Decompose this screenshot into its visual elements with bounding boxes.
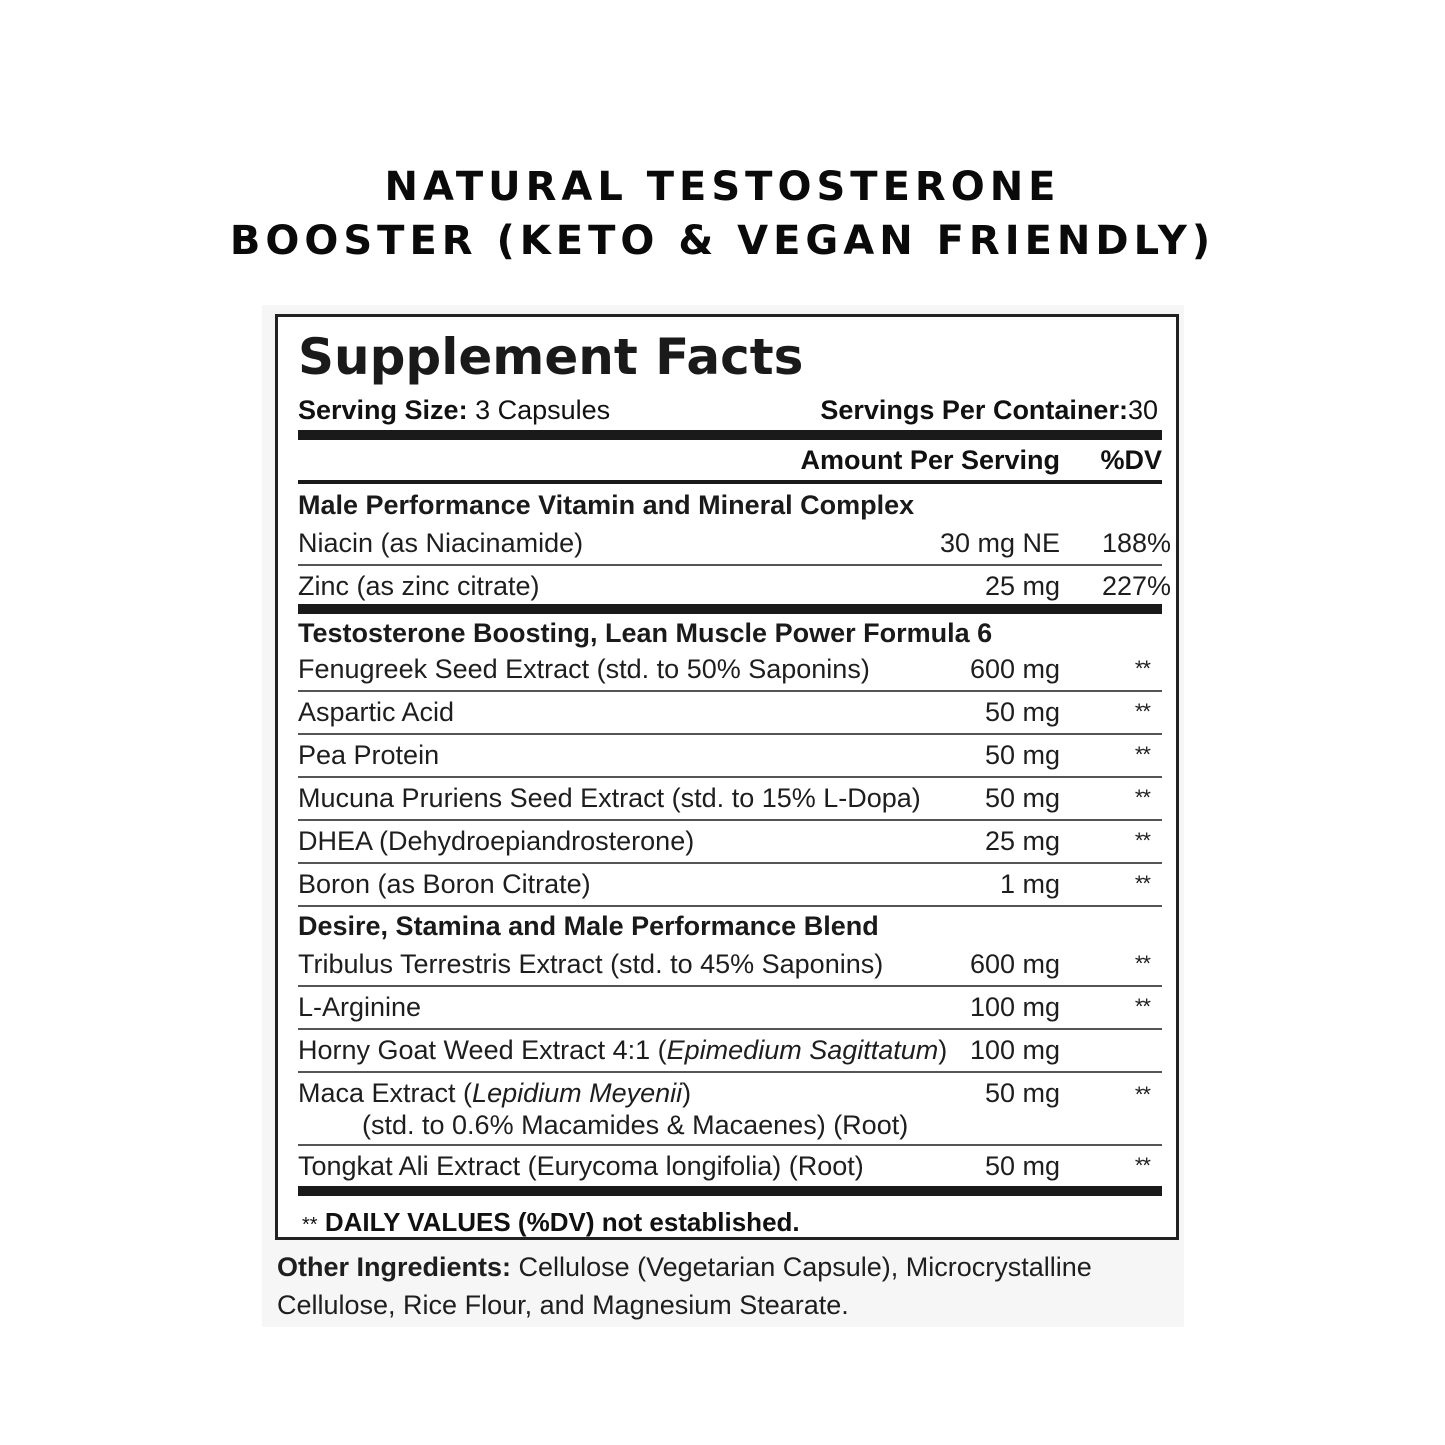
ingredient-amount: 50 mg bbox=[984, 783, 1060, 813]
ingredient-amount: 50 mg bbox=[984, 1151, 1060, 1181]
divider-thick bbox=[298, 1186, 1162, 1196]
group-title-testosterone-formula: Testosterone Boosting, Lean Muscle Power Formula 6 bbox=[298, 618, 993, 648]
ingredient-amount: 600 mg bbox=[969, 654, 1060, 684]
other-ingredients-label: Other Ingredients: bbox=[277, 1252, 512, 1282]
ingredient-name: L-Arginine bbox=[298, 992, 422, 1022]
ingredient-name bbox=[298, 1034, 947, 1066]
ingredient-amount: 50 mg bbox=[984, 740, 1060, 770]
other-ingredients bbox=[277, 1248, 1182, 1324]
ingredient-dv: ** bbox=[1134, 1153, 1150, 1178]
ingredient-dv: ** bbox=[1134, 742, 1150, 767]
ingredient-amount: 25 mg bbox=[984, 571, 1060, 601]
ingredient-name: DHEA (Dehydroepiandrosterone) bbox=[298, 826, 695, 856]
ingredient-name-detail: (std. to 0.6% Macamides & Macaenes) (Root) bbox=[362, 1110, 909, 1140]
footnote-mark: ** bbox=[302, 1214, 318, 1236]
ingredient-name-tail: ) bbox=[682, 1078, 692, 1108]
ingredient-name: Pea Protein bbox=[298, 740, 440, 770]
row-divider bbox=[298, 733, 1162, 735]
ingredient-name bbox=[298, 1077, 691, 1109]
ingredient-dv: ** bbox=[1134, 1082, 1150, 1107]
serving-size bbox=[298, 393, 610, 427]
ingredient-dv: ** bbox=[1134, 699, 1150, 724]
ingredient-name: Fenugreek Seed Extract (std. to 50% Saponins) bbox=[298, 654, 870, 684]
row-divider bbox=[298, 690, 1162, 692]
row-divider bbox=[298, 862, 1162, 864]
ingredient-name: Tribulus Terrestris Extract (std. to 45% Saponins) bbox=[298, 949, 884, 979]
dv-footnote bbox=[302, 1207, 800, 1240]
column-header bbox=[298, 441, 1162, 479]
title-line-1: NATURAL TESTOSTERONE bbox=[384, 164, 1061, 210]
dv-header: %DV bbox=[1100, 445, 1162, 475]
servings-per-container-value: 30 bbox=[1127, 395, 1158, 425]
ingredient-name: Zinc (as zinc citrate) bbox=[298, 571, 540, 601]
ingredient-name-latin: Epimedium Sagittatum bbox=[666, 1035, 939, 1065]
amount-header: Amount Per Serving bbox=[800, 445, 1060, 475]
row-divider bbox=[298, 819, 1162, 821]
ingredient-amount: 1 mg bbox=[999, 869, 1060, 899]
ingredient-amount: 50 mg bbox=[984, 697, 1060, 727]
ingredient-dv: 188% bbox=[1102, 528, 1172, 558]
ingredient-dv: ** bbox=[1134, 994, 1150, 1019]
row-divider bbox=[298, 1071, 1162, 1073]
serving-size-value: 3 Capsules bbox=[475, 395, 611, 425]
divider-header bbox=[298, 480, 1162, 484]
footnote-text: DAILY VALUES (%DV) not established. bbox=[324, 1207, 800, 1237]
title-line-2: BOOSTER (KETO & VEGAN FRIENDLY) bbox=[229, 218, 1216, 264]
ingredient-name: Boron (as Boron Citrate) bbox=[298, 869, 591, 899]
ingredient-name-latin: Lepidium Meyenii bbox=[472, 1078, 683, 1108]
row-divider bbox=[298, 1028, 1162, 1030]
ingredient-amount: 50 mg bbox=[984, 1078, 1060, 1108]
ingredient-amount: 600 mg bbox=[969, 949, 1060, 979]
ingredient-dv: ** bbox=[1134, 951, 1150, 976]
serving-size-label: Serving Size: bbox=[298, 395, 468, 425]
ingredient-dv: ** bbox=[1134, 828, 1150, 853]
supplement-facts-heading: Supplement Facts bbox=[298, 328, 804, 386]
servings-per-container-label: Servings Per Container: bbox=[820, 395, 1128, 425]
ingredient-name: Aspartic Acid bbox=[298, 697, 455, 727]
ingredient-amount: 100 mg bbox=[969, 1035, 1060, 1065]
group-title-desire-stamina: Desire, Stamina and Male Performance Blend bbox=[298, 911, 879, 941]
row-divider bbox=[298, 985, 1162, 987]
ingredient-name-plain: Maca Extract ( bbox=[298, 1078, 473, 1108]
divider-thick bbox=[298, 604, 1162, 614]
ingredient-name-plain: Horny Goat Weed Extract 4:1 ( bbox=[298, 1035, 667, 1065]
ingredient-dv: ** bbox=[1134, 871, 1150, 896]
servings-per-container bbox=[820, 393, 1158, 427]
row-divider bbox=[298, 776, 1162, 778]
ingredient-amount: 25 mg bbox=[984, 826, 1060, 856]
ingredient-dv: 227% bbox=[1102, 571, 1172, 601]
row-divider bbox=[298, 905, 1162, 907]
ingredient-name: Mucuna Pruriens Seed Extract (std. to 15% L-Dopa) bbox=[298, 783, 921, 813]
ingredient-name: Niacin (as Niacinamide) bbox=[298, 528, 584, 558]
ingredient-name: Tongkat Ali Extract (Eurycoma longifolia) (Root) bbox=[298, 1151, 864, 1181]
group-title-vitamin-mineral: Male Performance Vitamin and Mineral Complex bbox=[298, 490, 915, 520]
ingredient-dv: ** bbox=[1134, 785, 1150, 810]
ingredient-amount: 100 mg bbox=[969, 992, 1060, 1022]
page-title bbox=[0, 160, 1445, 268]
row-divider bbox=[298, 564, 1162, 566]
serving-info bbox=[298, 393, 1158, 427]
ingredient-name-tail: ) bbox=[938, 1035, 948, 1065]
supplement-facts-panel bbox=[275, 314, 1179, 1240]
other-ingredients-text: Cellulose (Vegetarian Capsule), Microcrystalline Cellulose, Rice Flour, and Magnesium Stearate. bbox=[277, 1252, 1092, 1320]
row-divider bbox=[298, 1144, 1162, 1146]
divider-thick bbox=[298, 430, 1162, 440]
ingredient-amount: 30 mg NE bbox=[939, 528, 1060, 558]
ingredient-dv: ** bbox=[1134, 656, 1150, 681]
